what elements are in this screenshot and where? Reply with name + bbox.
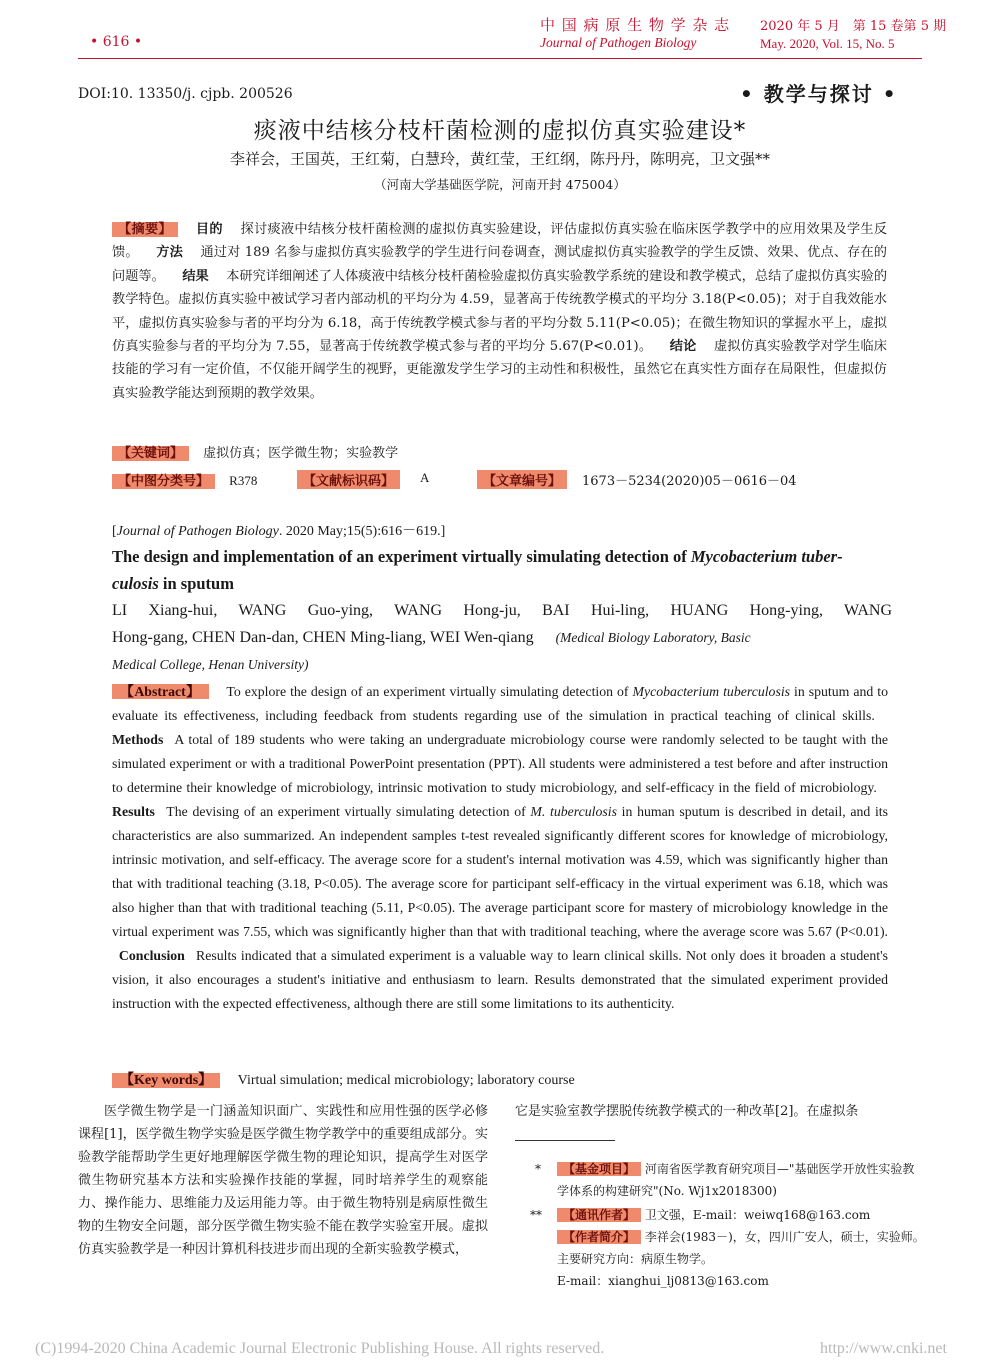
doc-code-label: 【文献标识码】 <box>297 470 400 489</box>
abstract-en-label: 【Abstract】 <box>112 684 209 699</box>
abstract-en-p2: in sputum and to evaluate its effectiveness, including feedback from students regarding use of the simulation in practical teaching of clinical skills. <box>112 684 889 723</box>
doi: DOI:10. 13350/j. cjpb. 200526 <box>78 86 293 102</box>
clc-label: 【中图分类号】 <box>112 474 215 489</box>
title-en-species-2: culosis <box>112 574 159 593</box>
classification-row <box>112 470 912 489</box>
author-email: E-mail：xianghui_lj0813@163.com <box>557 1274 769 1288</box>
fund-mark: * <box>535 1162 541 1176</box>
issue-date-en: May. 2020, Vol. 15, No. 5 <box>760 36 895 51</box>
clc-value: R378 <box>229 473 258 488</box>
methods-label-en: Methods <box>112 732 164 747</box>
footnote-fund <box>535 1158 925 1202</box>
abstract-en <box>112 680 888 1016</box>
author-bio-text: 李祥会(1983－)，女，四川广安人，硕士，实验师。主要研究方向：病原生物学。 <box>557 1230 925 1266</box>
author-bio-label: 【作者简介】 <box>557 1230 641 1244</box>
abstract-en-species: Mycobacterium tuberculosis <box>632 684 791 699</box>
conclusion-label-cn: 结论 <box>669 339 697 355</box>
page-number: • 616 • <box>90 34 143 50</box>
journal-title-cn: 中 国 病 原 生 物 学 杂 志 <box>540 16 731 34</box>
title-en-species-1: Mycobacterium tuber- <box>690 547 843 566</box>
conclusion-text-en: Results indicated that a simulated experiment is a valuable way to learn clinical skills. Not only does it broaden a student's vision, it also encourages a student's initiative and enthusiasm to learn. Results demonstrated that the simulated experiment provided instruction with the expected effectiveness, although there are still some limitations to its authenticity. <box>112 948 888 1011</box>
affiliation-en-1: (Medical Biology Laboratory, Basic <box>555 630 751 645</box>
keywords-cn-text: 虚拟仿真；医学微生物；实验教学 <box>203 446 399 461</box>
affiliation-en-2: Medical College, Henan University) <box>112 657 309 672</box>
doc-code-value: A <box>420 470 430 485</box>
header-rule <box>78 58 922 59</box>
keywords-en-label: 【Key words】 <box>112 1073 220 1088</box>
cnki-url[interactable]: http://www.cnki.net <box>820 1340 947 1357</box>
citation-en <box>112 520 445 540</box>
methods-text-en: A total of 189 students who were taking an undergraduate microbiology course were randomly selected to be taught with the simulated experiment or with a traditional PowerPoint presentation (PPT). All students were administered a test before and after instruction to determine their knowledge of microbiology, intrinsic motivation to study microbiology, and self-efficacy in the field of microbiology. <box>112 732 888 795</box>
methods-label-cn: 方法 <box>156 245 183 261</box>
fund-text: 河南省医学教育研究项目—"基础医学开放性实验教学体系的构建研究"(No. Wj1x2018300) <box>557 1162 915 1198</box>
citation-open: [ <box>112 524 117 539</box>
footnote-rule <box>515 1140 615 1141</box>
results-label-cn: 结果 <box>182 268 209 284</box>
objective-text: 探讨痰液中结核分枝杆菌检测的虚拟仿真实验建设，评估虚拟仿真实验在临床医学教学中的应用效果及学生反馈。 <box>112 222 888 261</box>
keywords-en-text: Virtual simulation; medical microbiology; laboratory course <box>237 1073 575 1088</box>
paper-title-en <box>112 543 892 597</box>
conclusion-text-cn: 虚拟仿真实验教学对学生临床技能的学习有一定价值，不仅能开阔学生的视野，更能激发学生学习的主动性和积极性，虽然它在真实性方面存在局限性，但虚拟仿真实验教学能达到预期的教学效果。 <box>112 339 887 401</box>
footnote-corresponding <box>530 1204 925 1226</box>
citation-rest: . 2020 May;15(5):616－619.] <box>278 524 446 539</box>
article-number-label: 【文章编号】 <box>477 470 567 489</box>
keywords-cn-label: 【关键词】 <box>112 446 189 461</box>
results-text-en-2: in human sputum is described in detail, and its characteristics are also summarized. An independent samples t-test revealed significantly different scores for knowledge of microbiology, intrinsic motivation, and self-efficacy. The average score for a student's internal motivation was 4.59, which was significantly higher than that with traditional teaching (3.18, P<0.05). The average score for participant self-efficacy in the virtual experiment was 6.18, which was also higher than that with traditional teaching (5.11, P<0.05). The average participant score for mastery of microbiology knowledge in the virtual experiment was 7.55, which was significantly higher than that with traditional teaching, where the average score was 5.67 (P<0.01). <box>112 804 888 939</box>
authors-en-line2: Hong-gang, CHEN Dan-dan, CHEN Ming-liang, WEI Wen-qiang <box>112 629 534 646</box>
results-species-en: M. tuberculosis <box>530 804 617 819</box>
corr-label: 【通讯作者】 <box>557 1208 641 1222</box>
section-label: • 教学与探讨 • <box>740 82 898 106</box>
objective-label: 目的 <box>195 222 223 237</box>
abstract-cn-label: 【摘要】 <box>112 222 178 237</box>
authors-en <box>112 597 892 678</box>
footnote-author <box>557 1226 925 1292</box>
keywords-en <box>112 1069 575 1089</box>
authors-cn: 李祥会，王国英，王红菊，白慧玲，黄红莹，王红纲，陈丹丹，陈明亮，卫文强** <box>229 150 770 168</box>
corr-text: 卫文强，E-mail：weiwq168@163.com <box>644 1208 871 1222</box>
journal-title-en: Journal of Pathogen Biology <box>540 35 697 50</box>
paper-title-cn: 痰液中结核分枝杆菌检测的虚拟仿真实验建设* <box>253 118 747 144</box>
keywords-cn <box>112 442 398 461</box>
fund-label: 【基金项目】 <box>557 1162 641 1176</box>
copyright-footer: (C)1994-2020 China Academic Journal Electronic Publishing House. All rights reserved. <box>35 1340 605 1357</box>
title-en-part2: in sputum <box>158 574 234 593</box>
abstract-en-p1: To explore the design of an experiment virtually simulating detection of <box>226 684 633 699</box>
authors-en-line1: LI Xiang-hui, WANG Guo-ying, WANG Hong-ju, BAI Hui-ling, HUANG Hong-ying, WANG <box>112 602 892 619</box>
corr-mark: ** <box>530 1208 542 1222</box>
abstract-cn <box>112 218 887 405</box>
article-number-value: 1673－5234(2020)05－0616－04 <box>582 474 797 489</box>
results-label-en: Results <box>112 804 155 819</box>
results-text-en-1: The devising of an experiment virtually simulating detection of <box>166 804 531 819</box>
title-en-part1: The design and implementation of an experiment virtually simulating detection of <box>112 547 691 566</box>
body-right-column: 它是实验室教学摆脱传统教学模式的一种改革[2]。在虚拟条 <box>515 1104 859 1119</box>
body-left-column: 医学微生物学是一门涵盖知识面广、实践性和应用性强的医学必修课程[1]，医学微生物学实验是医学微生物学教学中的重要组成部分。实验教学能帮助学生更好地理解医学微生物的理论知识，提高学生对医学微生物研究基本方法和实验操作技能的掌握，同时培养学生的观察能力、操作能力、思维能力及运用能力等。由于微生物特别是病原性微生物的生物安全问题，部分医学微生物实验不能在教学实验室开展。虚拟仿真实验教学是一种因计算机科技进步而出现的全新实验教学模式， <box>78 1104 488 1257</box>
methods-text-cn: 通过对 189 名参与虚拟仿真实验教学的学生进行问卷调查，测试虚拟仿真实验教学的学生反馈、效果、优点、存在的问题等。 <box>112 245 887 284</box>
affiliation-cn: （河南大学基础医学院，河南开封 475004） <box>374 177 626 192</box>
conclusion-label-en: Conclusion <box>118 948 185 963</box>
issue-date-cn: 2020 年 5 月 第 15 卷第 5 期 <box>760 19 947 34</box>
citation-journal: Journal of Pathogen Biology <box>116 524 279 539</box>
results-text-cn: 本研究详细阐述了人体痰液中结核分枝杆菌检验虚拟仿真实验教学系统的建设和教学模式，总结了虚拟仿真实验的教学特色。虚拟仿真实验中被试学习者内部动机的平均分为 4.59，显著高于传统教学模式的平均分 3.18(P<0.05)；对于自我效能水平，虚拟仿真实验参与者的平均分为 6.18，高于传统教学模式参与者的平均分数 5.11(P<0.05)；在微生物知识的掌握水平上，虚拟仿真实验参与者的平均分为 7.55，显著高于传统教学模式参与者的平均分 5.67(P<0.01)。 <box>112 268 888 355</box>
